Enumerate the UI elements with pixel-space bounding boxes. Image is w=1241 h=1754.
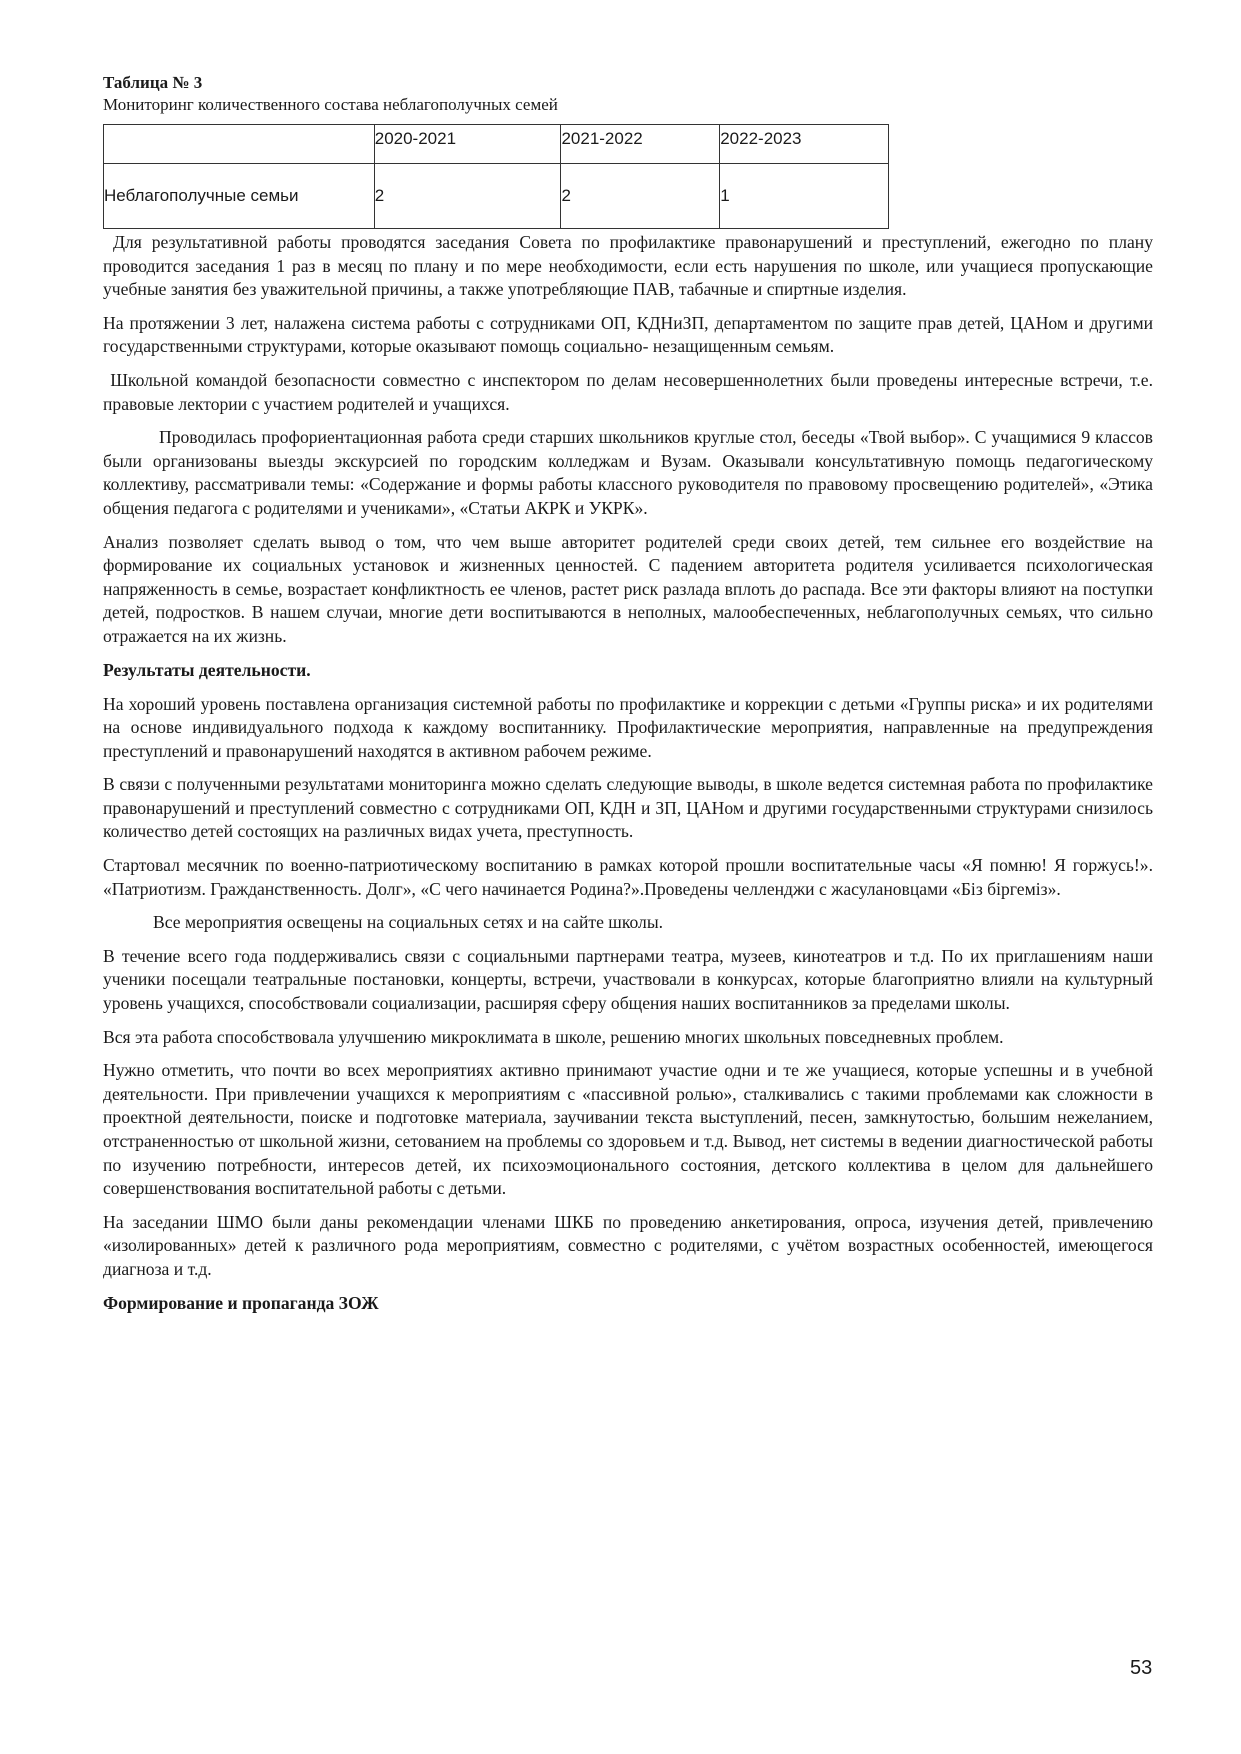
paragraph: Для результативной работы проводятся заседания Совета по профилактике правонарушений и преступлений, ежегодно по плану проводится заседания 1 раз в месяц по плану и по мере необходимости, если есть нарушения по школе, или учащиеся пропускающие учебные занятия без уважительной причины, а также употребляющие ПАВ, табачные и спиртные изделия. [103,232,1158,300]
table-caption: Таблица № 3 [103,73,203,92]
paragraph: Нужно отметить, что почти во всех мероприятиях активно принимают участие одни и те же учащиеся, которые успешны и в учебной деятельности. При привлечении учащихся к мероприятиям с «пассивной ролью», сталкивались с такими проблемами как сложности в проектной деятельности, поиске и подготовке материала, заучивании текста выступлений, песен, замкнутостью, большим нежеланием, отстраненностью от школьной жизни, сетованием на проблемы со здоровьем и т.д. Вывод, нет системы в ведении диагностической работы по изучению потребности, интересов детей, их психоэмоционального состояния, детского коллектива в целом для дальнейшего совершенствования воспитательной работы с детьми. [103,1060,1153,1199]
section-heading: Результаты деятельности. [103,659,311,680]
table-cell: 1 [720,164,889,229]
table-cell: 2 [374,164,561,229]
table-header-cell: 2022-2023 [720,125,889,164]
paragraph: Стартовал месячник по военно-патриотическому воспитанию в рамках которой прошли воспитательные часы «Я помню! Я горжусь!». «Патриотизм. Гражданственность. Долг», «С чего начинается Родина?».Проведены челленджи с жасулановцами «Біз біргеміз». [103,855,1153,899]
document-page [103,72,1158,1326]
paragraph: На хороший уровень поставлена организация системной работы по профилактике и коррекции с детьми «Группы риска» и их родителями на основе индивидуального подхода к каждому воспитаннику. Профилактические мероприятия, направленные на предупреждения преступлений и правонарушений находятся в активном рабочем режиме. [103,693,1153,761]
paragraph: На заседании ШМО были даны рекомендации членами ШКБ по проведению анкетирования, опроса, изучения детей, привлечению «изолированных» детей к различного рода мероприятиям, совместно с родителями, с учётом возрастных особенностей, имеющегося диагноза и т.д. [103,1211,1153,1279]
table-header-cell: 2020-2021 [374,125,561,164]
paragraph: Проводилась профориентационная работа среди старших школьников круглые стол, беседы «Твой выбор». С учащимися 9 классов были организованы выезды экскурсией по городским колледжам и Вузам. Оказывали консультативную помощь педагогическому коллективу, рассматривали темы: «Содержание и формы работы классного руководителя по правовому просвещению родителей», «Этика общения педагога с родителями и учениками», «Статьи АКРК и УКРК». [103,427,1153,518]
table-row [104,164,889,229]
table-subcaption: Мониторинг количественного состава неблагополучных семей [103,95,558,114]
section-heading: Формирование и пропаганда ЗОЖ [103,1292,379,1313]
table-header-cell: 2021-2022 [561,125,720,164]
table-header-cell [104,125,375,164]
paragraph: В связи с полученными результатами мониторинга можно сделать следующие выводы, в школе ведется системная работа по профилактике правонарушений и преступлений совместно с сотрудниками ОП, КДН и ЗП, ЦАНом и другими государственными структурами снизилось количество детей состоящих на различных видах учета, преступность. [103,774,1153,842]
paragraph: Вся эта работа способствовала улучшению микроклимата в школе, решению многих школьных повседневных проблем. [103,1026,1004,1047]
paragraph: В течение всего года поддерживались связи с социальными партнерами театра, музеев, кинотеатров и т.д. По их приглашениям наши ученики посещали театральные постановки, концерты, встречи, участвовали в конкурсах, которые благоприятно влияли на культурный уровень учащихся, способствовали социализации, расширяя сферу общения наших воспитанников за пределами школы. [103,945,1153,1014]
paragraph: Анализ позволяет сделать вывод о том, что чем выше авторитет родителей среди своих детей, тем сильнее его воздействие на формирование их социальных установок и жизненных ценностей. С падением авторитета родителя усиливается психологическая напряженность в семье, возрастает конфликтность ее членов, растет риск разлада вплоть до распада. Все эти факторы влияют на поступки детей, подростков. В нашем случаи, многие дети воспитываются в неполных, малообеспеченных, неблагополучных семьях, что сильно отражается на их жизнь. [103,531,1153,646]
table-row-label: Неблагополучные семьи [104,164,375,229]
table-header-row [104,125,889,164]
table-cell: 2 [561,164,720,229]
page-number: 53 [1130,1657,1153,1679]
paragraph: Все мероприятия освещены на социальных сетях и на сайте школы. [153,912,664,933]
paragraph: На протяжении 3 лет, налажена система работы с сотрудниками ОП, КДНиЗП, департаментом по защите прав детей, ЦАНом и другими государственными структурами, которые оказывают помощь социально- незащищенным семьям. [103,312,1153,357]
paragraph: Школьной командой безопасности совместно с инспектором по делам несовершеннолетних были проведены интересные встречи, т.е. правовые лектории с участием родителей и учащихся. [103,369,1158,414]
monitoring-table [103,124,889,229]
